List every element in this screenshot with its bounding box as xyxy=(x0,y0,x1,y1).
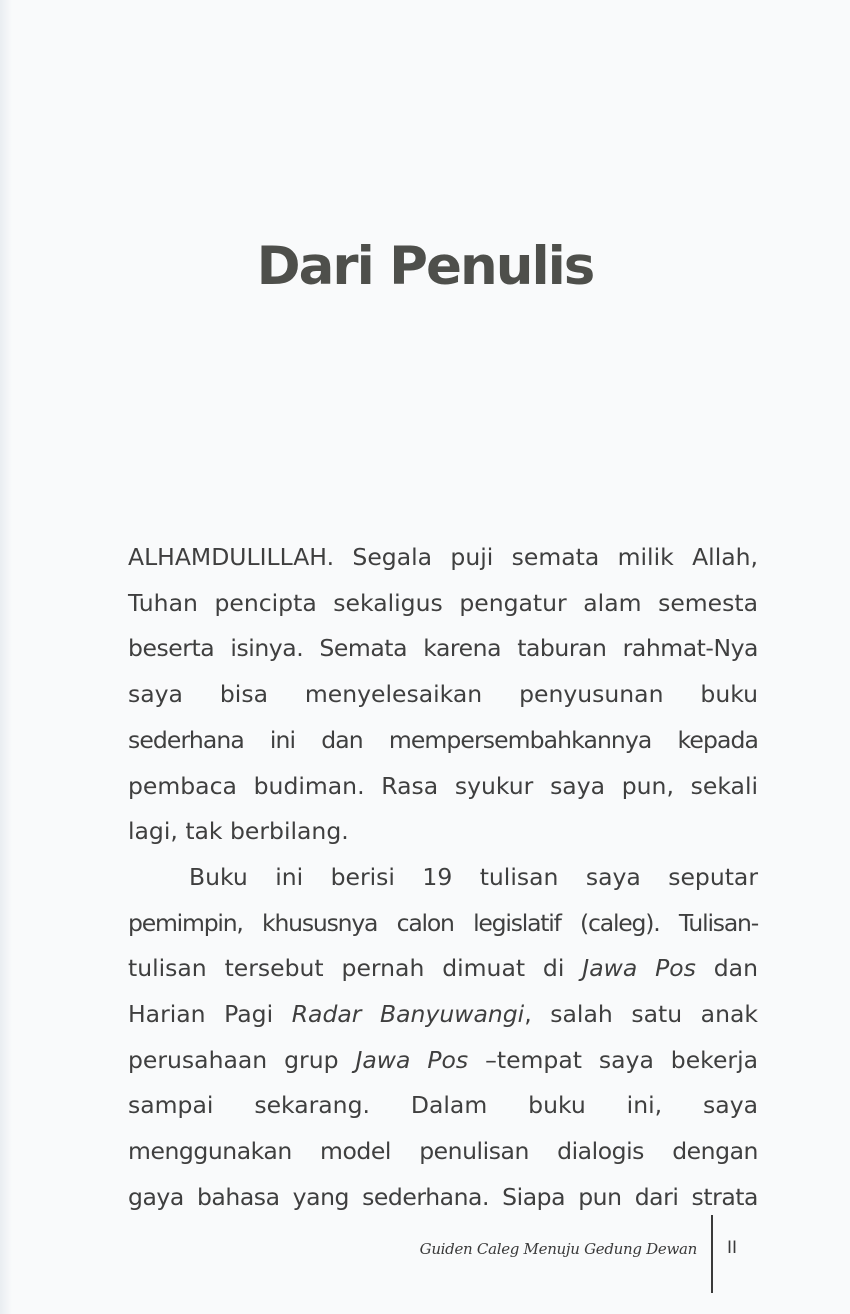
text-line: beserta isinya. Semata karena taburan rahmat-Nya xyxy=(128,634,758,663)
text-line: sampai sekarang. Dalam buku ini, saya xyxy=(128,1091,758,1120)
publication-name: Radar Banyuwangi xyxy=(291,1000,525,1029)
text-line: tulisan tersebut pernah dimuat di Jawa Pos dan xyxy=(128,954,758,983)
running-footer-title: Guiden Caleg Menuju Gedung Dewan xyxy=(419,1240,697,1258)
text-line: Tuhan pencipta sekaligus pengatur alam semesta xyxy=(128,588,758,617)
text-line: menggunakan model penulisan dialogis dengan xyxy=(128,1137,758,1166)
text-line: perusahaan grup Jawa Pos –tempat saya bekerja xyxy=(128,1045,758,1074)
text-line: saya bisa menyelesaikan penyusunan buku xyxy=(128,680,758,709)
text-line: gaya bahasa yang sederhana. Siapa pun dari strata xyxy=(128,1182,758,1211)
text-line: pemimpin, khususnya calon legislatif (caleg). Tulisan- xyxy=(128,908,758,937)
text-line: lagi, tak berbilang. xyxy=(128,817,349,846)
text-line: pembaca budiman. Rasa syukur saya pun, sekali xyxy=(128,771,758,800)
text-line: ALHAMDULILLAH. Segala puji semata milik Allah, xyxy=(128,543,758,571)
text-line: sederhana ini dan mempersembahkannya kepada xyxy=(128,725,758,754)
publication-name: Jawa Pos xyxy=(582,954,696,983)
chapter-heading: Dari Penulis xyxy=(256,236,594,297)
publication-name: Jawa Pos xyxy=(355,1045,469,1074)
body-text xyxy=(128,535,758,1221)
text-line: Harian Pagi Radar Banyuwangi, salah satu anak xyxy=(128,1000,758,1029)
footer-divider xyxy=(711,1215,713,1293)
text-line: Buku ini berisi 19 tulisan saya seputar xyxy=(189,862,758,891)
page-number: II xyxy=(727,1238,738,1258)
